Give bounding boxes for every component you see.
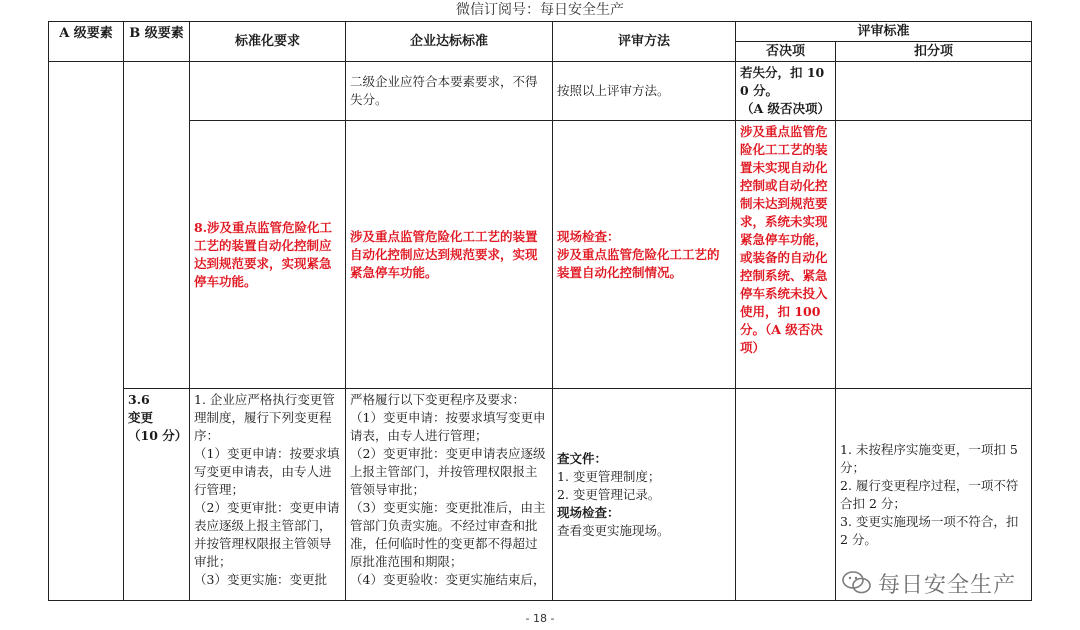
deduction-cell xyxy=(836,62,1032,121)
b-level-score: （10 分） xyxy=(128,428,188,443)
list-item: 1. 企业应严格执行变更管理制度，履行下列变更程序： xyxy=(194,392,335,443)
list-item: （1）变更申请：按要求填写变更申请表，由专人进行管理； xyxy=(194,446,340,497)
standard-req-cell xyxy=(190,62,346,121)
veto-cell xyxy=(736,389,836,601)
subscription-header: 微信订阅号：每日安全生产 xyxy=(456,2,624,18)
evaluation-table xyxy=(48,21,1032,601)
watermark xyxy=(842,567,1016,599)
review-method-cell: 按照以上评审方法。 xyxy=(553,62,736,121)
veto-text: 若失分，扣 100 分。 xyxy=(740,65,825,98)
col-header-veto: 否决项 xyxy=(736,42,836,62)
site-check-body: 查看变更实施现场。 xyxy=(557,522,670,538)
deduction-cell xyxy=(836,121,1032,389)
col-header-a-level: A 级要素 xyxy=(49,22,124,62)
site-check-title: 现场检查： xyxy=(557,228,620,244)
list-item: （1）变更申请：按要求填写变更申请表，由专人进行管理； xyxy=(350,410,546,443)
col-header-b-level: B 级要素 xyxy=(124,22,190,62)
page-number: - 18 - xyxy=(525,612,555,625)
standard-req-cell: 8.涉及重点监管危险化工工艺的装置自动化控制应达到规范要求，实现紧急停车功能。 xyxy=(190,121,346,389)
standard-req-cell xyxy=(190,389,346,601)
enterprise-std-cell xyxy=(346,389,553,601)
col-header-deduction: 扣分项 xyxy=(836,42,1032,62)
table-row xyxy=(49,121,1032,389)
list-item: （2）变更审批：变更申请表应逐级上报主管部门，并按管理权限报主管领导审批； xyxy=(194,500,340,569)
enterprise-std-cell: 涉及重点监管危险化工工艺的装置自动化控制应达到规范要求，实现紧急停车功能。 xyxy=(346,121,553,389)
list-item: 3. 变更实施现场一项不符合，扣 2 分。 xyxy=(840,513,1019,547)
col-header-standard-req: 标准化要求 xyxy=(190,22,346,62)
a-level-cell xyxy=(49,62,124,601)
site-check-title: 现场检查： xyxy=(557,504,620,520)
wechat-icon xyxy=(842,570,872,596)
veto-cell: 涉及重点监管危险化工工艺的装置未实现自动化控制或自动化控制未达到规范要求，系统未实现紧急停车功能，或装备的自动化控制系统、紧急停车系统未投入使用，扣 100 分。（A 级否决项） xyxy=(736,121,836,389)
veto-cell xyxy=(736,62,836,121)
review-method-cell xyxy=(553,121,736,389)
list-item: 严格履行以下变更程序及要求： xyxy=(350,392,526,407)
list-item: （2）变更审批：变更申请表应逐级上报主管部门，并按管理权限报主管领导审批； xyxy=(350,446,546,497)
doc-check-title: 查文件： xyxy=(557,450,608,466)
b-level-name: 变更 xyxy=(128,410,154,425)
b-level-cell xyxy=(124,62,190,389)
list-item: （3）变更实施：变更批 xyxy=(194,572,327,587)
list-item: 1. 未按程序实施变更，一项扣 5 分； xyxy=(840,441,1018,475)
col-header-enterprise-std: 企业达标标准 xyxy=(346,22,553,62)
list-item: （3）变更实施：变更批准后，由主管部门负责实施。不经过审查和批准，任何临时性的变更都不得超过原批准范围和期限； xyxy=(350,500,546,569)
site-check-body: 涉及重点监管危险化工工艺的装置自动化控制情况。 xyxy=(557,246,720,280)
list-item: 2. 变更管理记录。 xyxy=(557,486,661,502)
table-row xyxy=(49,62,1032,121)
watermark-text: 每日安全生产 xyxy=(878,572,1017,598)
b-level-cell xyxy=(124,389,190,601)
enterprise-std-cell: 二级企业应符合本要素要求，不得失分。 xyxy=(346,62,553,121)
col-header-review-criteria: 评审标准 xyxy=(736,22,1032,42)
list-item: 1. 变更管理制度； xyxy=(557,468,661,484)
b-level-number: 3.6 xyxy=(128,392,150,407)
veto-note: （A 级否决项） xyxy=(740,101,831,116)
list-item: 2. 履行变更程序过程，一项不符合扣 2 分； xyxy=(840,477,1019,511)
col-header-review-method: 评审方法 xyxy=(553,22,736,62)
list-item: （4）变更验收：变更实施结束后， xyxy=(350,572,546,587)
review-method-cell xyxy=(553,389,736,601)
